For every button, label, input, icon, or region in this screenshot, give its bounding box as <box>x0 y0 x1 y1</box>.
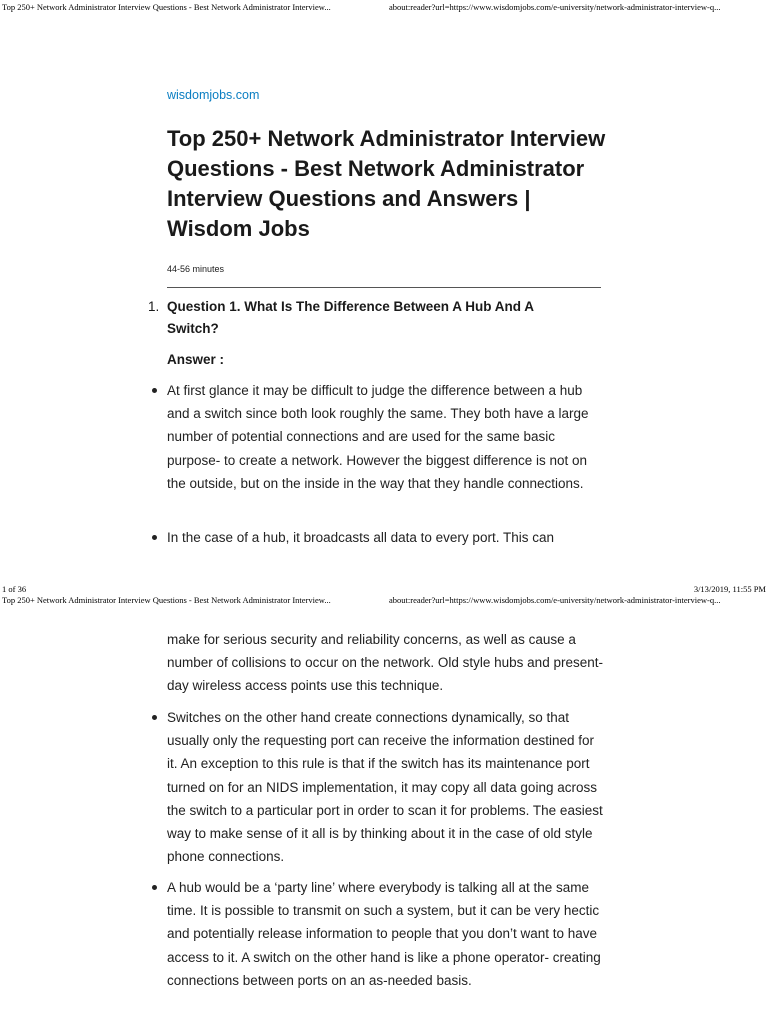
answer-bullet-3: Switches on the other hand create connections dynamically, so that usually only the requesting port can receive the information destined for it. An exception to this rule is that if the switch has its maintenance port turned on for an NIDS implementation, it may copy all data going across the switch to a particular port in order to scan it for problems. The easiest way to make sense of it all is by thinking about it in the case of old style phone connections. <box>167 710 603 865</box>
divider <box>167 287 601 288</box>
page-number: 1 of 36 <box>2 584 27 594</box>
question-number: 1. <box>148 299 160 314</box>
bullet-dot <box>152 715 157 720</box>
answer-bullet-2: In the case of a hub, it broadcasts all data to every port. This can <box>167 530 554 545</box>
bullet-dot <box>152 535 157 540</box>
article-title: Top 250+ Network Administrator Interview Questions - Best Network Administrator Interview Questions and Answers | Wisdom Jobs <box>167 126 606 241</box>
print-header-title: Top 250+ Network Administrator Interview Questions - Best Network Administrator Interview... <box>2 595 331 605</box>
question-heading: Question 1. What Is The Difference Between A Hub And A Switch? <box>167 299 534 336</box>
read-time: 44-56 minutes <box>167 264 225 274</box>
print-header <box>0 595 768 607</box>
site-link[interactable]: wisdomjobs.com <box>167 88 260 102</box>
page-2 <box>0 622 768 1024</box>
print-date: 3/13/2019, 11:55 PM <box>693 584 766 594</box>
answer-label: Answer : <box>167 352 225 367</box>
answer-bullet-1: At first glance it may be difficult to judge the difference between a hub and a switch since both look roughly the same. They both have a large number of potential connections and are used for the same basic purpose- to create a network. However the biggest difference is not on the outside, but on the inside in the way that they handle connections. <box>167 383 589 491</box>
print-header-url: about:reader?url=https://www.wisdomjobs.com/e-university/network-administrator-interview-q... <box>389 2 721 12</box>
answer-bullet-2-continued: make for serious security and reliability concerns, as well as cause a number of collisions to occur on the network. Old style hubs and present-day wireless access points use this technique. <box>167 632 603 694</box>
answer-bullet-4: A hub would be a ‘party line’ where everybody is talking all at the same time. It is possible to transmit on such a system, but it can be very hectic and potentially release information to people that you don’t want to have access to it. A switch on the other hand is like a phone operator- creating connections between ports on an as-needed basis. <box>167 880 601 988</box>
bullet-dot <box>152 885 157 890</box>
print-header-title: Top 250+ Network Administrator Interview Questions - Best Network Administrator Interview... <box>2 2 331 12</box>
print-header-url: about:reader?url=https://www.wisdomjobs.com/e-university/network-administrator-interview-q... <box>389 595 721 605</box>
bullet-dot <box>152 388 157 393</box>
